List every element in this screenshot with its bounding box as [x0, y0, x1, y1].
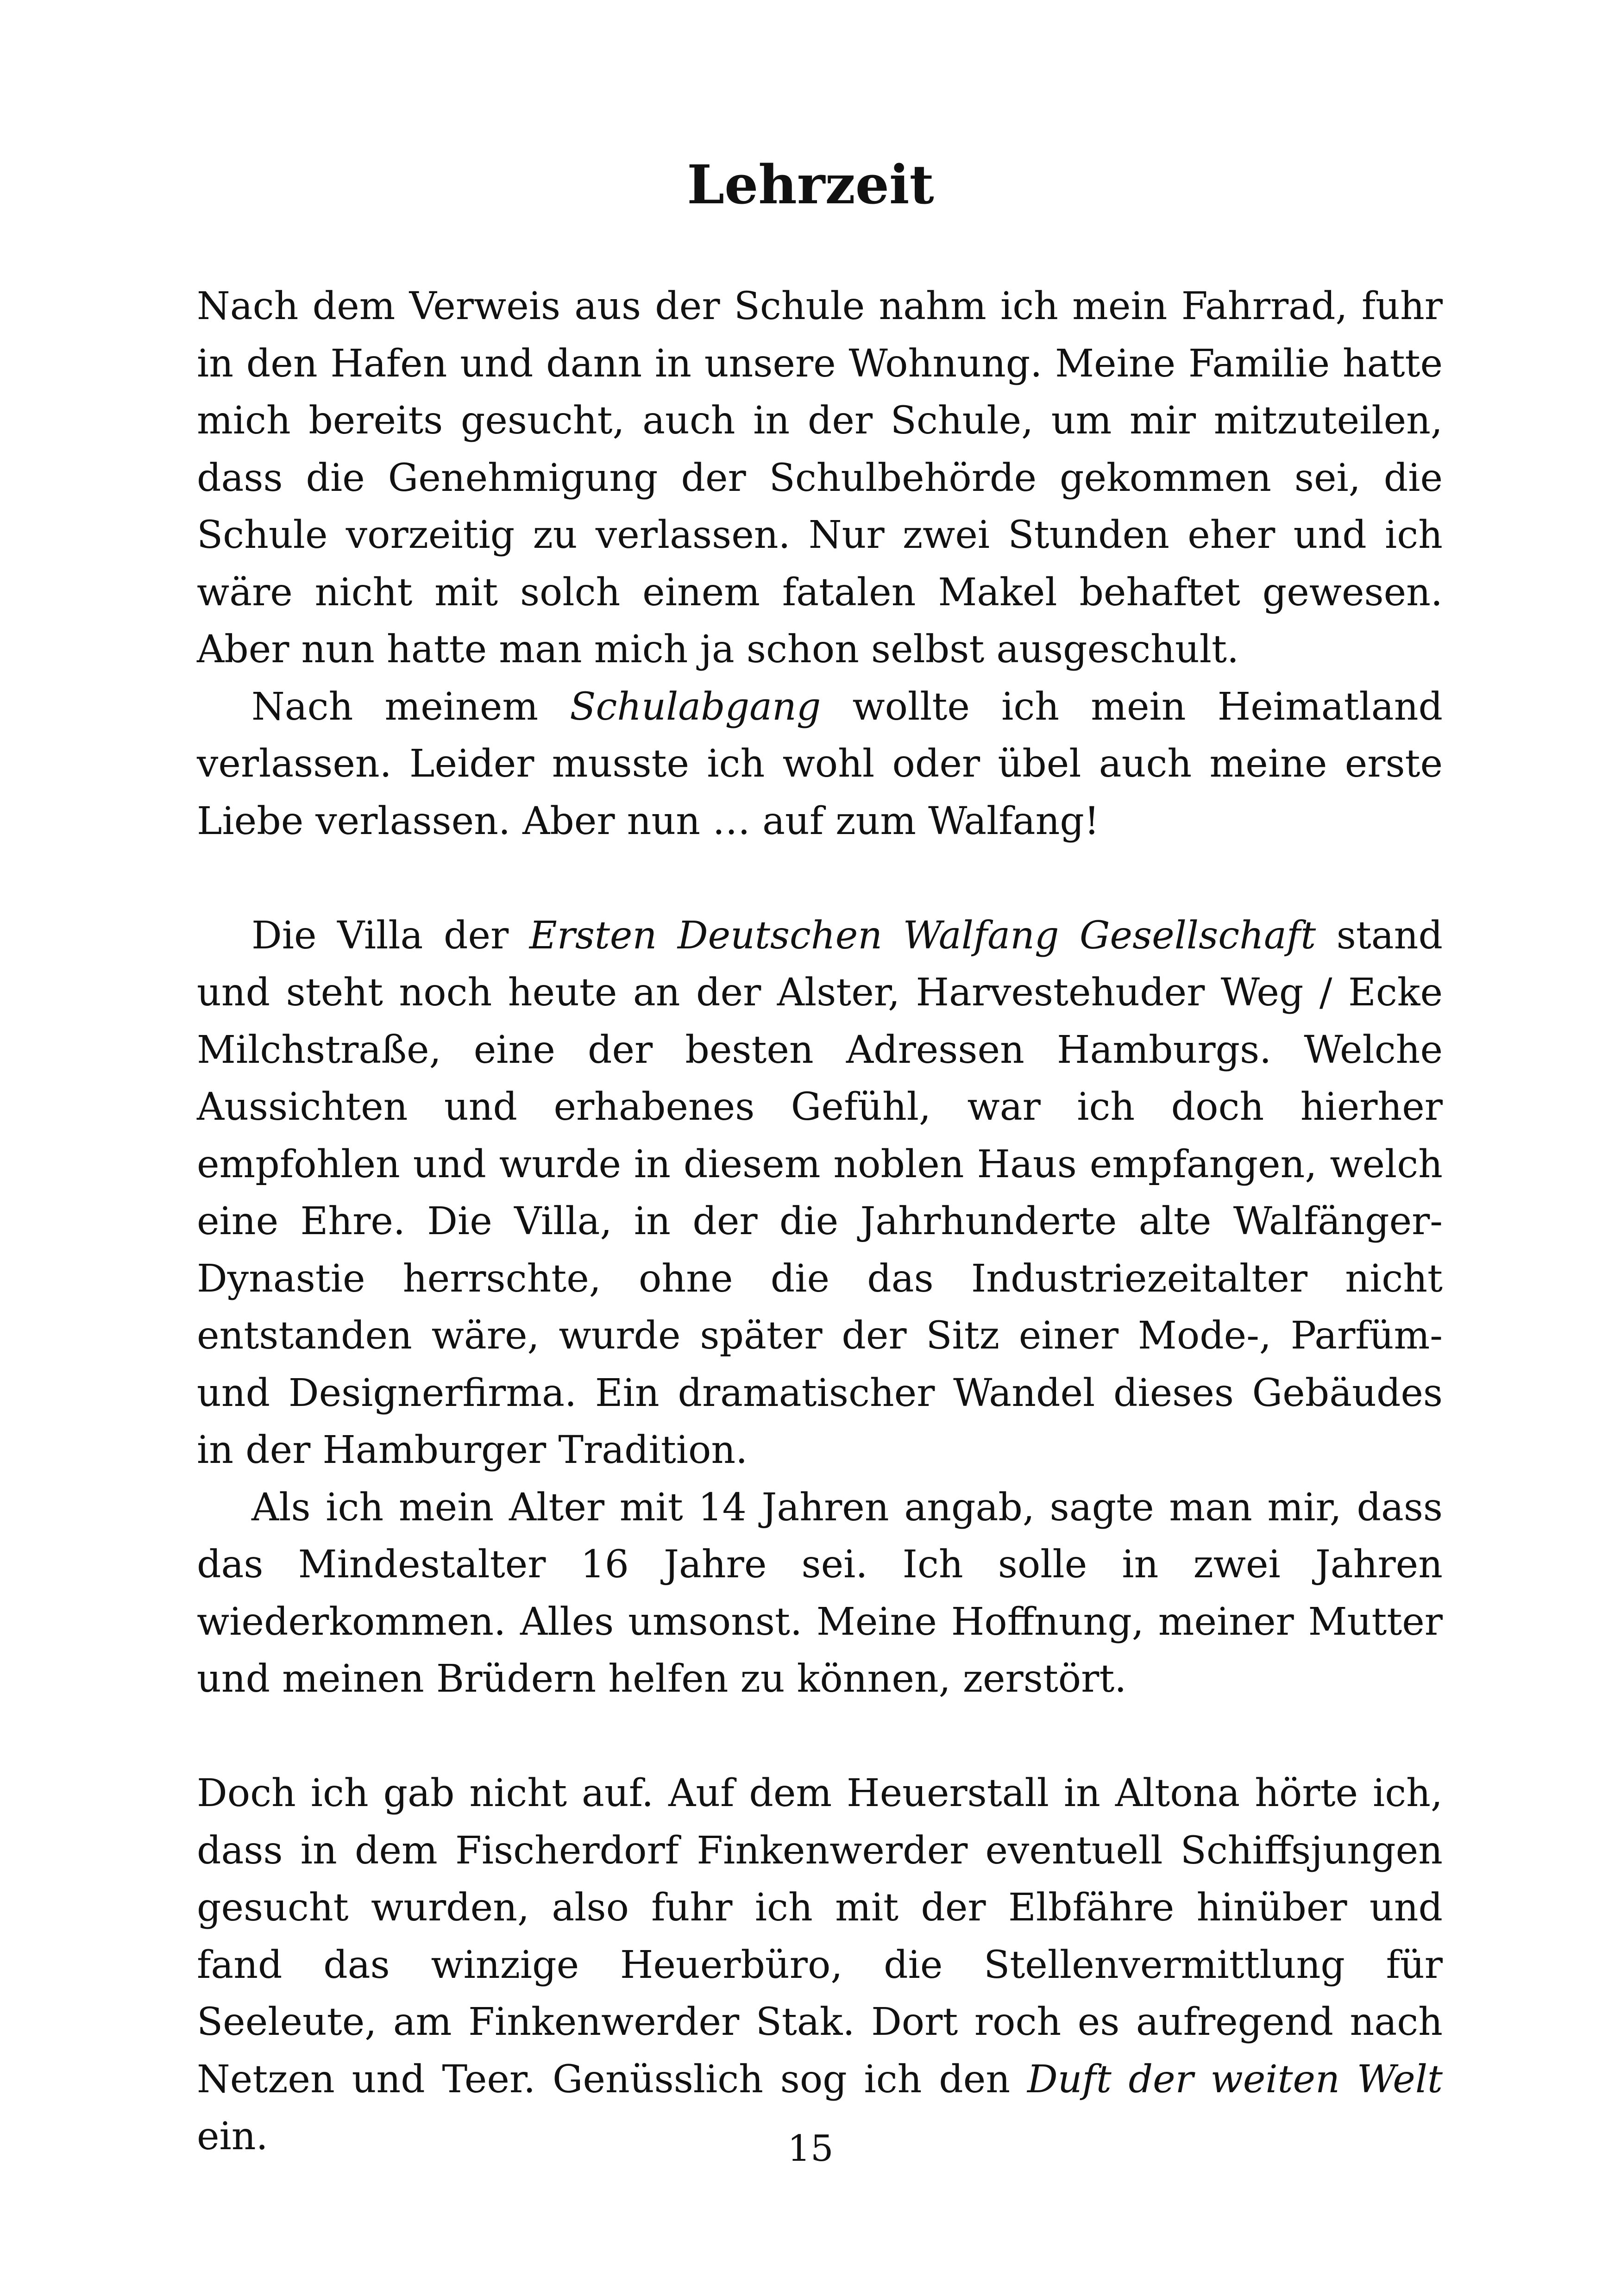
paragraph-text: Nach meinem — [251, 684, 570, 729]
paragraph-text: Die Villa der — [251, 913, 529, 958]
paragraph-text: Als ich mein Alter mit 14 Jahren angab, sagte man mir, dass das Mindestalter 16 Jahre sei. Ich solle in zwei Jahren wiederkommen. Alles umsonst. Meine Hoffnung, meiner Mutter und meinen Brüdern helfen zu können, zerstört. — [197, 1485, 1443, 1701]
page-number: 15 — [787, 2128, 834, 2170]
paragraph-3 — [197, 907, 1443, 1479]
paragraph-text: ein. — [197, 2114, 268, 2158]
paragraph-5 — [197, 1765, 1443, 2165]
emphasized-text: Duft der weiten Welt — [1027, 2057, 1443, 2102]
paragraph-2 — [197, 678, 1443, 850]
paragraph-text: Nach dem Verweis aus der Schule nahm ich mein Fahrrad, fuhr in den Hafen und dann in unsere Wohnung. Meine Familie hatte mich bereits gesucht, auch in der Schule, um mir mitzuteilen, dass die Genehmigung der Schulbehörde gekommen sei, die Schule vorzeitig zu verlassen. Nur zwei Stunden eher und ich wäre nicht mit solch einem fatalen Makel behaftet gewesen. Aber nun hatte man mich ja schon selbst ausgeschult. — [197, 284, 1443, 671]
chapter-title: Lehrzeit — [687, 154, 934, 216]
paragraph-text: wollte ich mein Heimatland verlassen. Leider musste ich wohl oder übel auch meine erste Liebe verlassen. Aber nun … auf zum Walfang! — [197, 684, 1443, 843]
paragraph-4 — [197, 1479, 1443, 1708]
emphasized-text: Schulabgang — [570, 684, 821, 729]
emphasized-text: Ersten Deutschen Walfang Gesellschaft — [529, 913, 1316, 958]
paragraph-text: Doch ich gab nicht auf. Auf dem Heuerstall in Altona hörte ich, dass in dem Fischerdorf Finkenwerder eventuell Schiffsjungen gesucht wurden, also fuhr ich mit der Elbfähre hinüber und fand das winzige Heuerbüro, die Stellenvermittlung für Seeleute, am Finkenwerder Stak. Dort roch es aufregend nach Netzen und Teer. Genüsslich sog ich den — [197, 1771, 1443, 2102]
paragraph-1 — [197, 278, 1443, 678]
paragraph-text: stand und steht noch heute an der Alster, Harvestehuder Weg / Ecke Milchstraße, eine der besten Adressen Hamburgs. Welche Aussichten und erhabenes Gefühl, war ich doch hierher empfohlen und wurde in diesem noblen Haus empfangen, welch eine Ehre. Die Villa, in der die Jahrhunderte alte Walfänger-Dynastie herrschte, ohne die das Industriezeitalter nicht entstanden wäre, wurde später der Sitz einer Mode-, Parfüm- und Designerfirma. Ein dramatischer Wandel dieses Gebäudes in der Hamburger Tradition. — [197, 913, 1443, 1472]
body-text — [197, 278, 1443, 2165]
